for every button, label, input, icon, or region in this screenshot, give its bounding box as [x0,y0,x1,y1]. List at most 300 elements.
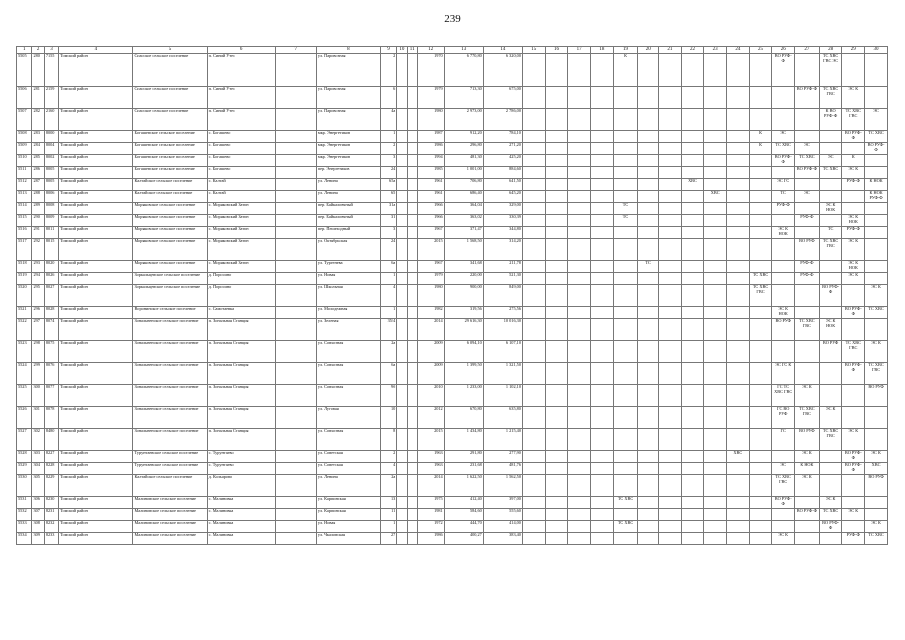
table-cell: 319,56 [444,307,483,319]
table-cell: 1980 [417,285,444,307]
table-cell [407,285,417,307]
table-cell: 2009 [417,341,444,363]
table-cell: 29 616,30 [444,319,483,341]
table-cell: ЭС ГС [772,179,795,191]
table-cell: 6 107,10 [483,341,522,363]
table-cell: 2015 [417,429,444,451]
table-cell [407,307,417,319]
table-cell [638,341,659,363]
table-cell [659,179,682,191]
table-cell: 555,60 [483,509,522,521]
column-header: 2 [32,47,44,54]
column-header: 25 [749,47,772,54]
table-cell: 1 434,80 [444,429,483,451]
table-cell [590,521,613,533]
table-cell [772,509,795,521]
table-cell: ЭС ГС К [772,363,795,385]
table-cell [704,319,727,341]
table-cell: 10 016,30 [483,319,522,341]
table-cell [545,319,568,341]
table-cell: 314,20 [483,239,522,261]
table-cell [545,273,568,285]
table-cell: ул. Новая [316,273,380,285]
table-cell [397,191,407,203]
table-cell [638,363,659,385]
table-cell [704,87,727,109]
table-cell [749,533,772,545]
table-cell [522,285,545,307]
table-cell: ЭС К [772,533,795,545]
column-header: 1 [17,47,32,54]
table-cell [681,533,704,545]
table-row [17,109,888,131]
table-cell [772,285,795,307]
table-cell [568,521,591,533]
table-cell [275,407,316,429]
buildings-table [16,46,888,545]
table-cell: 2009 [417,363,444,385]
table-cell [545,475,568,497]
column-header: 13 [444,47,483,54]
table-cell: 5528 [17,451,32,463]
table-cell: 298 [32,341,44,363]
table-cell: 280 [32,54,44,87]
table-cell [865,319,888,341]
table-cell: 4 [380,285,396,307]
table-cell [704,131,727,143]
table-cell: ГС ТС ХВС ГВС [772,385,795,407]
table-cell: 65 [380,191,396,203]
table-cell [397,179,407,191]
table-cell: ул. Школьная [316,285,380,307]
table-cell: 8028 [44,307,58,319]
table-cell [704,363,727,385]
table-cell: 8015 [44,239,58,261]
table-cell: с. Моряковский Затон [207,261,275,273]
table-cell [590,463,613,475]
table-cell: Томский район [59,363,133,385]
table-cell: п. Зональная Станция [207,363,275,385]
table-cell: Томский район [59,54,133,87]
table-cell: 330,39 [483,215,522,227]
table-cell [681,239,704,261]
table-cell: 414,00 [483,521,522,533]
table-cell [568,191,591,203]
table-cell: ГС ВО РУФ [772,407,795,429]
table-cell [397,215,407,227]
table-cell: Томский район [59,407,133,429]
table-cell [613,451,638,463]
table-cell [522,475,545,497]
column-header: 11 [407,47,417,54]
table-cell: ТС ХВС ГВС [842,341,865,363]
table-cell [590,533,613,545]
table-cell [545,87,568,109]
table-cell: ТС ХВС ГВС ЭС [819,54,842,87]
table-cell [590,227,613,239]
table-cell [681,273,704,285]
table-cell: 1 562,50 [483,475,522,497]
table-cell [865,54,888,87]
table-cell: 8005 [44,179,58,191]
table-cell: 5513 [17,191,32,203]
table-cell: 301 [32,407,44,429]
table-cell: Томский район [59,385,133,407]
table-cell: 1 399,50 [444,363,483,385]
table-cell [659,227,682,239]
table-cell: 8075 [44,341,58,363]
table-cell [613,307,638,319]
table-cell [613,429,638,451]
table-cell [522,307,545,319]
table-cell: 5508 [17,131,32,143]
table-cell: 2014 [417,475,444,497]
table-cell: 1 102,10 [483,385,522,407]
table-cell [613,285,638,307]
table-row [17,143,888,155]
table-cell [407,475,417,497]
table-cell [749,509,772,521]
table-cell [638,509,659,521]
table-cell: 1985 [417,167,444,179]
table-cell [659,463,682,475]
table-cell [638,285,659,307]
table-cell: 8230 [44,497,58,509]
table-cell: Томский район [59,215,133,227]
table-cell: ЭС [819,155,842,167]
table-cell [568,155,591,167]
table-cell [568,533,591,545]
table-cell: РУФ-Ф [795,261,820,273]
table-cell [275,167,316,179]
table-cell [749,385,772,407]
table-cell: 11 [380,509,396,521]
table-cell [681,319,704,341]
table-cell [613,167,638,179]
table-cell: 288 [32,191,44,203]
table-cell [749,475,772,497]
table-cell [819,307,842,319]
table-cell [545,261,568,273]
table-cell [772,341,795,363]
table-cell: ЭС К [865,451,888,463]
table-row [17,285,888,307]
table-cell [522,341,545,363]
table-cell [772,215,795,227]
table-cell [613,87,638,109]
table-cell [275,54,316,87]
table-cell [795,109,820,131]
table-cell: К НОК [865,179,888,191]
table-cell [590,143,613,155]
table-cell [407,273,417,285]
table-cell: Моряковское сельское поселение [133,203,207,215]
table-cell: 344,80 [483,227,522,239]
table-cell: п. Синий Утес [207,54,275,87]
table-cell [659,143,682,155]
table-cell: 8231 [44,509,58,521]
table-cell [681,167,704,179]
table-cell [638,273,659,285]
table-cell: 5531 [17,497,32,509]
table-cell [681,191,704,203]
table-cell [407,407,417,429]
table-cell [749,239,772,261]
table-cell [397,155,407,167]
table-cell [865,407,888,429]
table-cell: РУФ-Ф [842,179,865,191]
table-cell [568,319,591,341]
table-cell: 521,30 [483,273,522,285]
table-cell: 8027 [44,285,58,307]
table-cell [590,203,613,215]
table-cell [613,273,638,285]
table-cell: 35/4 [380,319,396,341]
table-cell [727,155,750,167]
table-cell: 6 094,10 [444,341,483,363]
table-cell [727,109,750,131]
table-cell: ТС ХВС [772,143,795,155]
table-cell [659,285,682,307]
table-cell [397,227,407,239]
table-cell [407,239,417,261]
table-cell [749,261,772,273]
table-cell [590,475,613,497]
table-cell [819,475,842,497]
table-cell: 285 [32,155,44,167]
table-cell [638,451,659,463]
table-cell: 5522 [17,319,32,341]
column-header: 26 [772,47,795,54]
table-cell [749,319,772,341]
table-cell [659,215,682,227]
table-cell: 8005 [44,167,58,179]
table-cell: ЭС К [842,429,865,451]
table-cell: 584,60 [444,509,483,521]
table-cell: Томский район [59,131,133,143]
table-cell: К [749,143,772,155]
table-cell [638,109,659,131]
table-cell: Томский район [59,261,133,273]
table-cell [638,203,659,215]
table-cell: п. Зональная Станция [207,385,275,407]
table-cell: д. Поросино [207,273,275,285]
table-cell [522,239,545,261]
table-cell [865,227,888,239]
table-cell: Богашевское сельское поселение [133,131,207,143]
table-cell: пер. Байкаловчный [316,215,380,227]
table-cell: РУФ-Ф [842,227,865,239]
table-cell: 289 [32,203,44,215]
table-cell: 294 [32,273,44,285]
table-cell [568,475,591,497]
table-cell: с. Богашево [207,143,275,155]
table-cell: ТС ХВС [613,497,638,509]
table-cell [397,463,407,475]
table-cell: ВО РУФ-Ф [772,497,795,509]
table-cell [590,307,613,319]
table-cell: ВО РУФ-Ф [842,307,865,319]
table-cell: ЭС [772,131,795,143]
table-cell: Зоркальцевское сельское поселение [133,273,207,285]
table-cell [842,54,865,87]
table-cell: 8 [380,429,396,451]
table-cell [397,385,407,407]
table-cell [545,215,568,227]
table-cell: ЭС К [842,167,865,179]
table-cell: ул. Советская [316,463,380,475]
table-cell: 271,20 [483,143,522,155]
table-cell [659,239,682,261]
table-cell [819,191,842,203]
table-cell: ЭС К НОК [842,215,865,227]
table-cell [704,227,727,239]
table-cell: ул. Совхозная [316,429,380,451]
table-cell [522,261,545,273]
table-cell: п. Зональная Станция [207,407,275,429]
table-cell: Томский район [59,191,133,203]
table-cell [613,191,638,203]
table-cell [659,307,682,319]
table-cell: Малиновское сельское поселение [133,533,207,545]
table-cell [522,429,545,451]
table-cell: 5511 [17,167,32,179]
table-cell [522,203,545,215]
table-cell [727,227,750,239]
table-cell [749,109,772,131]
column-header: 16 [545,47,568,54]
table-cell: 24 [380,167,396,179]
table-cell [749,407,772,429]
table-cell [275,341,316,363]
table-cell: с. Малиновка [207,509,275,521]
table-cell: с. Моряковский Затон [207,215,275,227]
table-cell [568,341,591,363]
table-cell [522,407,545,429]
table-cell [704,451,727,463]
table-cell: ул. Совхозная [316,363,380,385]
table-row [17,307,888,319]
table-cell [842,319,865,341]
table-cell [842,497,865,509]
table-cell: 849,00 [483,285,522,307]
table-cell [522,521,545,533]
table-cell: Зональненское сельское поселение [133,363,207,385]
table-cell [590,261,613,273]
table-cell [704,179,727,191]
table-cell [275,497,316,509]
table-cell [568,407,591,429]
table-cell [407,509,417,521]
table-cell [704,475,727,497]
table-cell [397,475,407,497]
table-cell [681,261,704,273]
table-cell: ул. Новая [316,521,380,533]
table-cell [568,239,591,261]
table-cell: 641,50 [483,179,522,191]
table-cell [522,155,545,167]
table-cell [704,429,727,451]
table-cell: ВО РУФ [865,475,888,497]
table-row [17,319,888,341]
table-cell [749,307,772,319]
table-cell [659,451,682,463]
table-cell [659,341,682,363]
table-cell: 291 [32,227,44,239]
table-cell: Моряковское сельское поселение [133,215,207,227]
table-cell: 231,68 [444,463,483,475]
table-cell [545,497,568,509]
table-cell [795,131,820,143]
table-cell [727,261,750,273]
table-cell [727,273,750,285]
table-cell: Малиновское сельское поселение [133,521,207,533]
table-cell: Томский район [59,179,133,191]
table-cell [545,463,568,475]
table-cell: 1961 [417,191,444,203]
table-cell [749,179,772,191]
table-cell [568,54,591,87]
table-cell: 295 [32,285,44,307]
table-cell: 307 [32,509,44,521]
table-cell: 5514 [17,203,32,215]
table-cell [842,203,865,215]
table-cell [727,143,750,155]
table-cell [568,167,591,179]
column-header: 7 [275,47,316,54]
table-cell: 670,80 [444,407,483,429]
table-cell [590,54,613,87]
table-cell: 1966 [417,203,444,215]
table-cell [590,341,613,363]
table-cell [275,215,316,227]
table-cell: 2а [380,475,396,497]
table-cell: ТС ХВС ГВС [772,475,795,497]
table-cell: 211,78 [483,261,522,273]
column-header: 19 [613,47,638,54]
table-cell: 4 [380,463,396,475]
table-cell: 425,20 [483,155,522,167]
table-cell [842,385,865,407]
table-cell: 8006 [44,191,58,203]
table-cell: 1981 [417,509,444,521]
table-cell [568,285,591,307]
table-cell [613,533,638,545]
table-cell: ТС [819,227,842,239]
table-cell: 8009 [44,215,58,227]
table-cell: Зональненское сельское поселение [133,385,207,407]
table-cell: с. Моряковский Затон [207,227,275,239]
table-cell: с. Богашево [207,131,275,143]
table-cell [638,463,659,475]
table-row [17,475,888,497]
table-cell [407,429,417,451]
table-cell: 444,70 [444,521,483,533]
table-cell: ул. Паровозная [316,87,380,109]
table-cell: Малиновское сельское поселение [133,497,207,509]
table-cell [522,131,545,143]
table-cell [613,463,638,475]
table-cell [638,87,659,109]
table-cell: ул. Совхозная [316,341,380,363]
table-cell [704,533,727,545]
table-cell: п. Зональная Станция [207,429,275,451]
table-cell: 304 [32,463,44,475]
table-cell: РУФ-Ф [772,203,795,215]
table-cell [772,521,795,533]
table-cell: с. Малиновка [207,521,275,533]
table-cell [819,215,842,227]
